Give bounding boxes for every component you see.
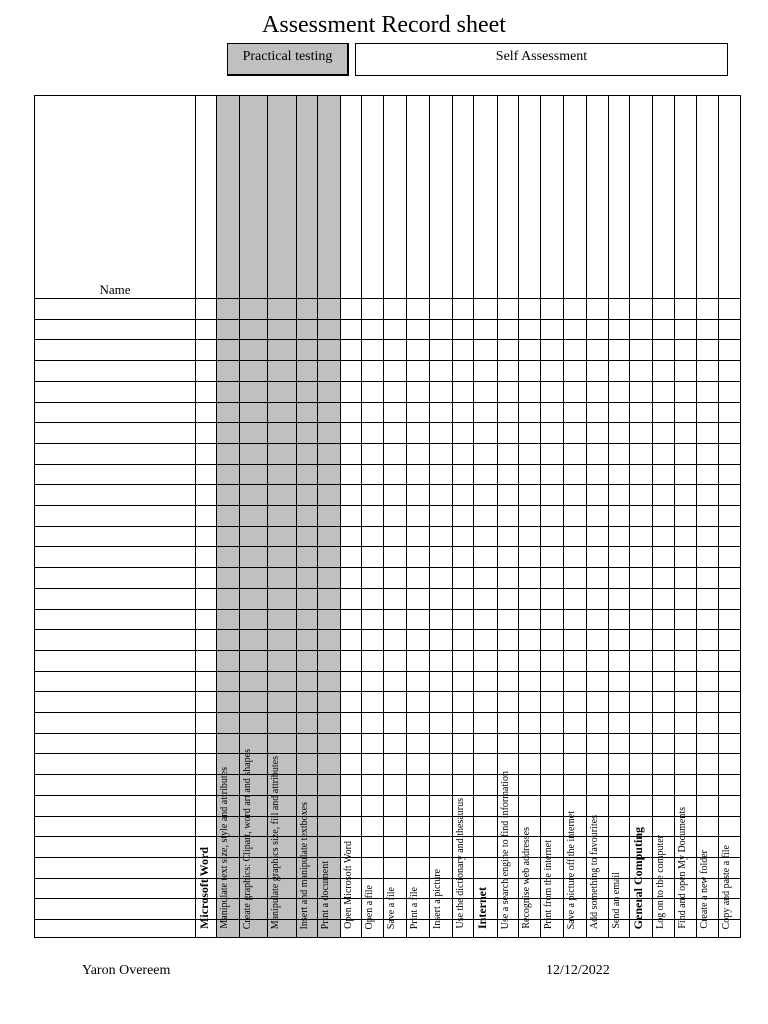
- skill-header: Copy and paste a file: [721, 844, 732, 929]
- table-row: [35, 609, 740, 610]
- skill-header: Open Microsoft Word: [343, 841, 354, 929]
- table-row: [35, 402, 740, 403]
- grid-column: [383, 96, 406, 937]
- grid-column: [518, 96, 540, 937]
- skill-header: Use the dictionary and thesaurus: [455, 798, 466, 929]
- table-row: [35, 588, 740, 589]
- section-header: Internet: [475, 887, 489, 929]
- table-row: [35, 878, 740, 879]
- table-row: [35, 733, 740, 734]
- skill-header: Manipulate text size, style and attributes: [219, 767, 230, 929]
- grid-column: [540, 96, 563, 937]
- skill-header: Find and open My Documents: [677, 807, 688, 929]
- legend-practical-testing: Practical testing: [227, 43, 349, 76]
- grid-column: [652, 96, 674, 937]
- skill-header: Print from the internet: [543, 839, 554, 929]
- table-row: [35, 671, 740, 672]
- grid-column: [317, 96, 340, 937]
- skill-header: Send an email: [611, 872, 622, 929]
- skill-header: Insert and manipulate textboxes: [299, 801, 310, 929]
- table-row: [35, 381, 740, 382]
- skill-header: Print a file: [409, 886, 420, 929]
- grid-column: [629, 96, 652, 937]
- table-row: [35, 484, 740, 485]
- footer-author: Yaron Overeem: [82, 963, 171, 978]
- table-row: [35, 422, 740, 423]
- skill-header: Save a picture off the internet: [566, 810, 577, 929]
- skill-header: Manipulate graphics size, fill and attributes: [270, 755, 281, 929]
- grid-column: [473, 96, 497, 937]
- grid-column: [718, 96, 740, 937]
- legend-self-assessment: Self Assessment: [355, 43, 728, 76]
- skill-header: Recognise web addresses: [521, 827, 532, 929]
- table-row: [35, 753, 740, 754]
- grid-column: [406, 96, 429, 937]
- table-row: [35, 546, 740, 547]
- table-row: [35, 505, 740, 506]
- skill-header: Open a file: [364, 884, 375, 929]
- section-header: General Computing: [631, 826, 645, 929]
- skill-header: Create a new folder: [699, 850, 710, 929]
- skill-header: Create graphics: Clipart, word art and shapes: [242, 748, 253, 929]
- page-title: Assessment Record sheet: [262, 12, 506, 38]
- grid-column: [696, 96, 718, 937]
- grid-column: [361, 96, 383, 937]
- table-row: [35, 298, 740, 299]
- section-header: Microsoft Word: [197, 847, 211, 929]
- table-row: [35, 650, 740, 651]
- skill-header: Save a file: [386, 886, 397, 929]
- skill-header: Print a document: [320, 860, 331, 929]
- skill-header: Log on to the computer: [655, 835, 666, 929]
- grid-column: [429, 96, 452, 937]
- skill-header: Insert a picture: [432, 869, 443, 929]
- grid-column: [340, 96, 361, 937]
- table-row: [35, 526, 740, 527]
- table-row: [35, 836, 740, 837]
- table-row: [35, 339, 740, 340]
- grid-column: [195, 96, 216, 937]
- table-row: [35, 319, 740, 320]
- table-row: [35, 898, 740, 899]
- table-row: [35, 919, 740, 920]
- skill-header: Use a search engine to find information: [500, 770, 511, 929]
- grid-column: [586, 96, 608, 937]
- table-row: [35, 774, 740, 775]
- table-row: [35, 629, 740, 630]
- footer-date: 12/12/2022: [546, 963, 610, 978]
- table-row: [35, 691, 740, 692]
- table-row: [35, 464, 740, 465]
- table-row: [35, 712, 740, 713]
- table-row: [35, 567, 740, 568]
- skill-header: Add something to favourites: [589, 814, 600, 929]
- table-row: [35, 443, 740, 444]
- table-row: [35, 816, 740, 817]
- name-column-header: Name: [99, 282, 131, 297]
- table-row: [35, 857, 740, 858]
- table-row: [35, 795, 740, 796]
- grid-column: [608, 96, 629, 937]
- table-row: [35, 360, 740, 361]
- assessment-grid: [34, 95, 741, 938]
